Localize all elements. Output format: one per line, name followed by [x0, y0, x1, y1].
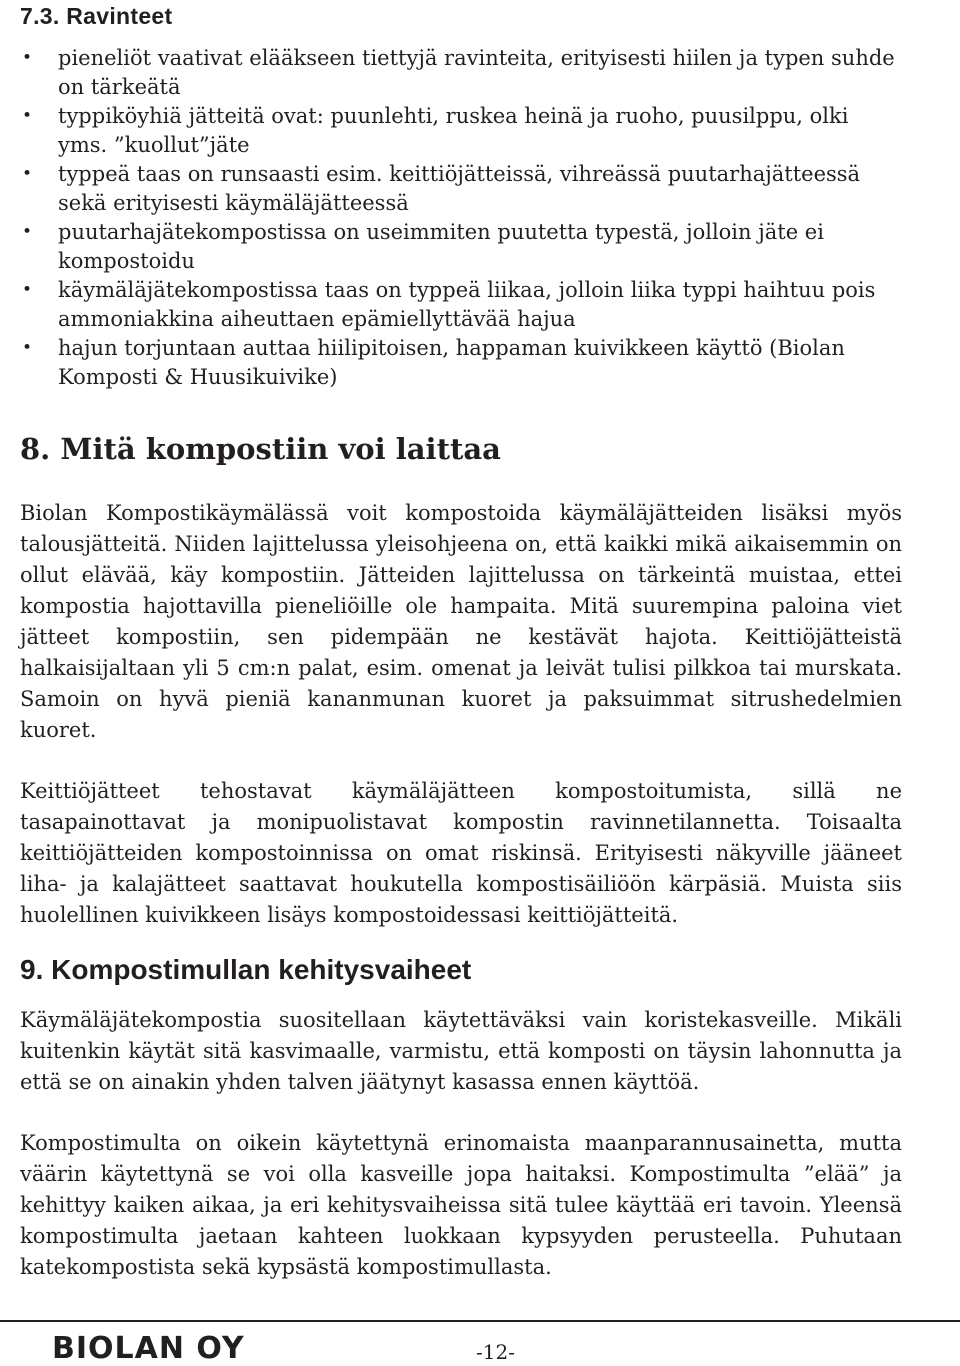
section-9-paragraph-2: Kompostimulta on oikein käytettynä erinomaista maanparannusainetta, mutta väärin käytettynä se voi olla kasveille jopa haitaksi. Kompostimulta ”elää” ja kehittyy kaiken aikaa, ja eri kehitysvaiheissa sitä tulee käyttää eri tavoin. Yleensä kompostimulta jaetaan kahteen luokkaan kypsyyden perusteella. Puhutaan katekompostista sekä kypsästä kompostimullasta. [20, 1131, 902, 1279]
list-item-text: hajun torjuntaan auttaa hiilipitoisen, happaman kuivikkeen käyttö (Biolan Komposti & Huusikuivike) [58, 336, 845, 389]
list-item-text: pieneliöt vaativat elääkseen tiettyjä ravinteita, erityisesti hiilen ja typen suhde on tärkeätä [58, 46, 895, 99]
footer-divider [0, 1320, 960, 1322]
list-item [20, 276, 902, 334]
section-heading-8: 8. Mitä kompostiin voi laittaa [20, 432, 501, 466]
section-8-paragraph-2: Keittiöjätteet tehostavat käymäläjätteen kompostoitumista, sillä ne tasapainottavat ja monipuolistavat kompostin ravinnetilannetta. Toisaalta keittiöjätteiden kompostoinnissa on omat riskinsä. Erityisesti näkyville jääneet liha- ja kalajätteet saattavat houkutella kompostisäiliöön kärpäsiä. Muista siis huolellinen kuivikkeen lisäys kompostoidessasi keittiöjätteitä. [20, 779, 902, 927]
list-item [20, 102, 902, 160]
bullet-icon: • [22, 164, 33, 184]
nutrient-bullet-list [20, 44, 902, 392]
list-item [20, 44, 902, 102]
list-item-text: käymäläjätekompostissa taas on typpeä liikaa, jolloin liika typpi haihtuu pois ammoniakkina aiheuttaen epämiellyttävää hajua [58, 278, 876, 331]
section-8-paragraph-1: Biolan Kompostikäymälässä voit kompostoida käymäläjätteiden lisäksi myös talousjätteitä. Niiden lajittelussa yleisohjeena on, että kaikki mikä aikaisemmin on ollut elävää, käy kompostiin. Jätteiden lajittelussa on tärkeintä muistaa, ettei kompostia hajottavilla pieneliöille ole hampaita. Mitä suurempina paloina viet jätteet kompostiin, sen pidempään ne kestävät hajota. Keittiöjätteistä halkaisijaltaan yli 5 cm:n palat, esim. omenat ja leivät tulisi pilkkoa tai murskata. Samoin on hyvä pieniä kananmunan kuoret ja paksuimmat sitrushedelmien kuoret. [20, 501, 902, 742]
section-9-paragraph-1: Käymäläjätekompostia suositellaan käytettäväksi vain koristekasveille. Mikäli kuitenkin käytät sitä kasvimaalle, varmistu, että komposti on täysin lahonnutta ja että se on ainakin yhden talven jäätynyt kasassa ennen käyttöä. [20, 1008, 902, 1094]
bullet-icon: • [22, 106, 33, 126]
bullet-icon: • [22, 222, 33, 242]
bullet-icon: • [22, 48, 33, 68]
footer-brand-logo: BIOLAN OY [52, 1331, 245, 1366]
list-item-text: typpiköyhiä jätteitä ovat: puunlehti, ruskea heinä ja ruoho, puusilppu, olki yms. ”kuollut”jäte [58, 104, 849, 157]
bullet-icon: • [22, 338, 33, 358]
list-item-text: puutarhajätekompostissa on useimmiten puutetta typestä, jolloin jäte ei kompostoidu [58, 220, 824, 273]
section-heading-7-3: 7.3. Ravinteet [20, 3, 173, 29]
list-item [20, 334, 902, 392]
section-heading-9: 9. Kompostimullan kehitysvaiheet [20, 954, 472, 985]
list-item [20, 160, 902, 218]
bullet-icon: • [22, 280, 33, 300]
document-page [20, 0, 902, 1283]
list-item-text: typpeä taas on runsaasti esim. keittiöjätteissä, vihreässä puutarhajätteessä sekä erityisesti käymäläjätteessä [58, 162, 861, 215]
page-number: -12- [476, 1340, 515, 1364]
list-item [20, 218, 902, 276]
